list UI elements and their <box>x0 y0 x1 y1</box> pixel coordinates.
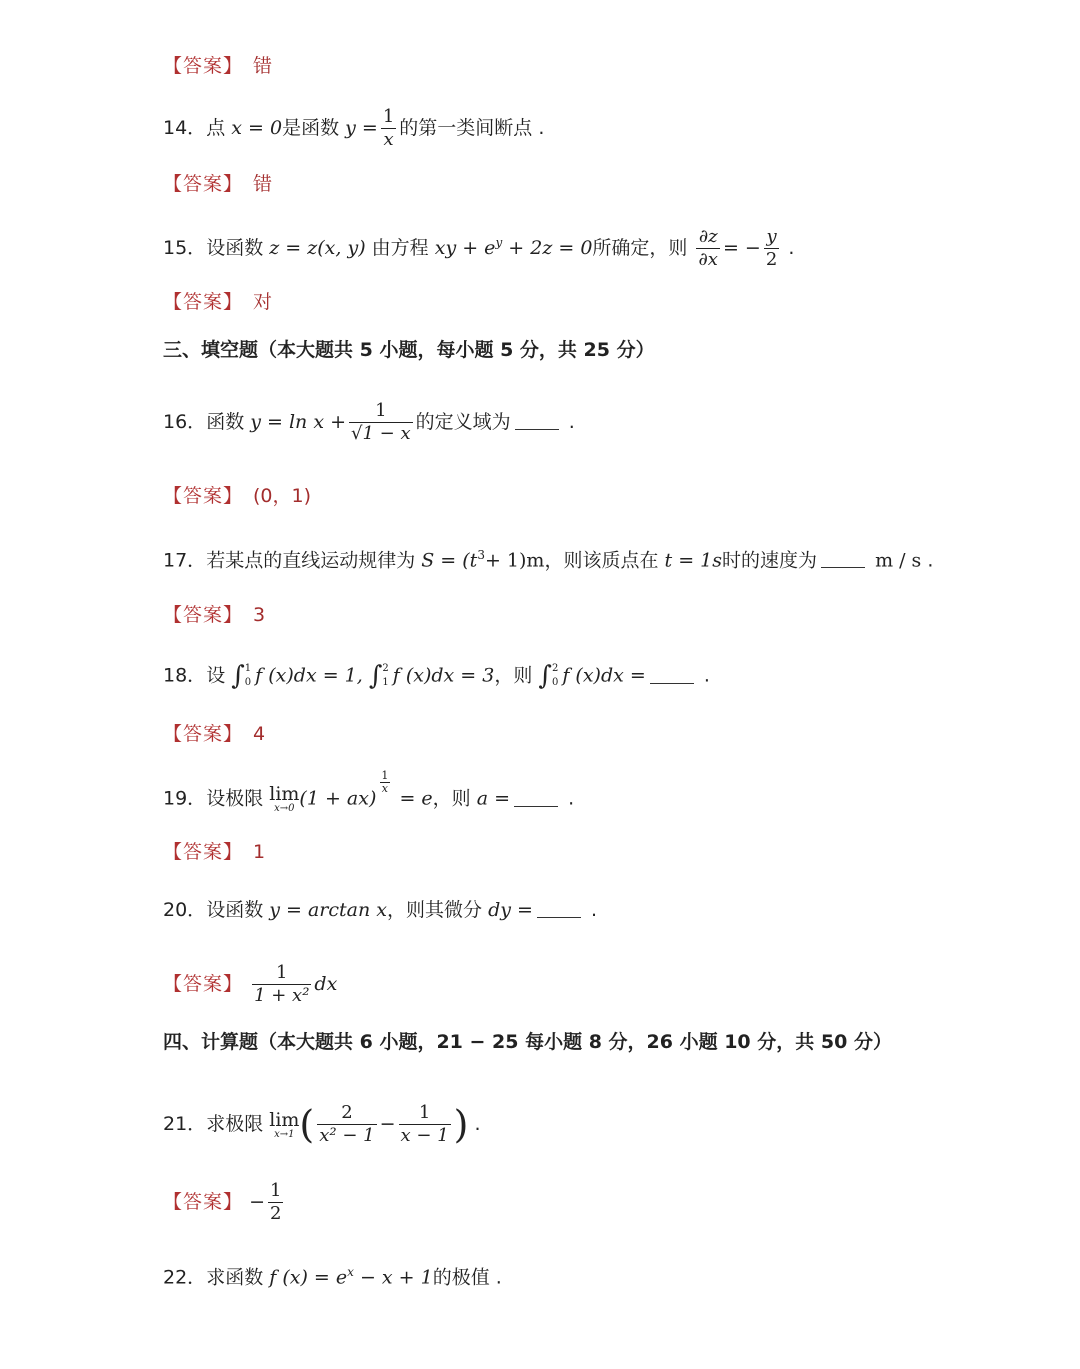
answer-tag: 【答案】 <box>163 173 244 195</box>
question-number: 16． <box>163 411 207 433</box>
math-expr: f (x)dx = 1, <box>255 664 363 687</box>
answer-tag: 【答案】 <box>163 604 244 626</box>
denominator: ∂x <box>698 249 718 270</box>
question-number: 20． <box>163 899 207 921</box>
unit: m / s <box>875 549 922 572</box>
numerator: 1 <box>418 1102 431 1123</box>
answer-value: 3 <box>253 604 266 626</box>
limit-text: lim <box>269 783 300 805</box>
period: . <box>927 549 934 572</box>
integral-limits <box>552 662 558 690</box>
integral-limits <box>245 662 251 690</box>
question-number: 21． <box>163 1113 207 1135</box>
answer-value: (0，1) <box>253 485 312 507</box>
fraction <box>349 400 413 445</box>
numerator: 1 <box>375 400 387 421</box>
question-text: 求函数 <box>206 1266 264 1289</box>
numerator: 1 <box>269 1180 282 1201</box>
math-expr: = e <box>399 787 433 810</box>
period: . <box>568 787 575 810</box>
answer-blank[interactable] <box>821 553 865 568</box>
math-expr: f (x) = e <box>269 1266 348 1289</box>
denominator: x² − 1 <box>319 1125 375 1146</box>
limit-text: lim <box>269 1108 300 1131</box>
answer-value: 错 <box>253 55 273 77</box>
question-text: 是函数 <box>282 117 340 139</box>
fraction <box>696 226 719 271</box>
answer-value: 错 <box>253 173 273 195</box>
question-number: 15． <box>163 237 207 259</box>
question-number: 14． <box>163 117 207 139</box>
question-text: ，则 <box>432 787 471 810</box>
period: . <box>474 1113 481 1135</box>
math-expr: + 2z = 0 <box>508 237 593 259</box>
question-text: 的第一类间断点 <box>399 117 533 139</box>
question-text: 时的速度为 <box>722 549 818 572</box>
answer-tag: 【答案】 <box>163 485 244 507</box>
answer-blank[interactable] <box>537 903 581 918</box>
math-expr: dy = <box>488 899 533 921</box>
question-text: ，则该质点在 <box>544 549 659 572</box>
fraction <box>399 1102 451 1147</box>
right-paren: ) <box>453 1102 469 1147</box>
math-expr: f (x)dx = <box>562 664 646 687</box>
answer-value: 对 <box>253 291 273 313</box>
answer-17 <box>163 603 265 627</box>
question-text: 设函数 <box>206 899 264 921</box>
limit-subscript: x→1 <box>274 1128 295 1140</box>
period: . <box>495 1266 502 1289</box>
upper-limit: 2 <box>382 663 389 674</box>
superscript: 3 <box>477 548 485 562</box>
period: . <box>590 899 598 921</box>
math-expr: a = <box>476 787 511 810</box>
answer-value: 4 <box>253 723 266 745</box>
denominator: x <box>383 129 394 150</box>
question-text: 的极值 <box>432 1266 490 1289</box>
math-expr: y = arctan x <box>269 899 387 921</box>
upper-limit: 2 <box>551 663 559 674</box>
question-17 <box>163 543 933 572</box>
question-number: 19． <box>163 787 207 810</box>
denominator: x − 1 <box>400 1125 449 1146</box>
fraction <box>317 1102 376 1147</box>
question-text: 所确定，则 <box>592 237 688 259</box>
math-expr: xy + e <box>434 237 496 259</box>
question-text: 求极限 <box>206 1113 264 1135</box>
answer-tag: 【答案】 <box>163 1191 244 1213</box>
period: . <box>703 664 710 687</box>
question-number: 18． <box>163 664 207 687</box>
math-expr: dx <box>314 973 338 995</box>
answer-21 <box>163 1180 286 1225</box>
question-text: ，则 <box>494 664 533 687</box>
lower-limit: 0 <box>244 677 252 688</box>
question-19 <box>163 769 575 814</box>
answer-19 <box>163 840 265 864</box>
math-expr: = − <box>722 237 761 259</box>
question-text: 若某点的直线运动规律为 <box>206 549 416 572</box>
question-text: 设函数 <box>206 237 264 259</box>
question-text: 点 <box>206 117 226 139</box>
denominator: 1 + x² <box>254 985 310 1006</box>
math-expr: f (x)dx = 3 <box>392 664 495 687</box>
integral-sign: ∫ <box>538 661 552 691</box>
answer-blank[interactable] <box>514 792 558 807</box>
answer-16 <box>163 484 311 508</box>
numerator: ∂z <box>698 226 718 247</box>
answer-15 <box>163 290 272 314</box>
superscript: x <box>347 1265 354 1279</box>
question-21 <box>163 1102 481 1147</box>
question-text: 由方程 <box>371 237 429 259</box>
period: . <box>538 117 545 139</box>
answer-18 <box>163 722 265 746</box>
period: . <box>788 237 795 259</box>
question-text: 设 <box>206 664 226 687</box>
integral-sign: ∫ <box>368 661 383 691</box>
fraction <box>764 226 779 271</box>
question-text: 的定义域为 <box>415 411 511 433</box>
numerator: 1 <box>381 769 389 782</box>
math-expr: y = <box>345 117 378 139</box>
question-15 <box>163 226 794 271</box>
math-expr: x = 0 <box>231 117 283 139</box>
minus-sign: − <box>379 1113 396 1135</box>
limit-operator <box>269 784 299 814</box>
left-paren: ( <box>299 1102 315 1147</box>
math-expr: − x + 1 <box>359 1266 433 1289</box>
answer-tag: 【答案】 <box>163 841 244 863</box>
lower-limit: 0 <box>551 677 559 688</box>
question-18 <box>163 662 710 690</box>
question-22 <box>163 1260 502 1289</box>
answer-value: 1 <box>253 841 266 863</box>
math-expr: t = 1s <box>664 549 722 572</box>
question-16 <box>163 400 575 445</box>
answer-tag: 【答案】 <box>163 55 244 77</box>
math-expr: + 1)m <box>484 549 545 572</box>
question-14 <box>163 106 544 151</box>
numerator: 1 <box>276 962 288 983</box>
lower-limit: 1 <box>382 677 389 688</box>
answer-tag: 【答案】 <box>163 291 244 313</box>
section-heading-fill-blank: 三、填空题（本大题共 5 小题，每小题 5 分，共 25 分） <box>163 339 655 361</box>
upper-limit: 1 <box>244 663 252 674</box>
limit-operator <box>269 1110 299 1140</box>
math-expr: S = (t <box>421 549 478 572</box>
denominator: x <box>381 782 388 795</box>
answer-tag: 【答案】 <box>163 973 244 995</box>
question-text: 函数 <box>206 411 245 433</box>
denominator: 2 <box>765 249 778 270</box>
question-20 <box>163 898 597 922</box>
question-number: 22． <box>163 1266 207 1289</box>
integral-limits <box>382 662 388 690</box>
denominator: 2 <box>269 1203 282 1224</box>
question-number: 17． <box>163 549 207 572</box>
numerator: 2 <box>341 1102 353 1123</box>
math-expr: y = ln x + <box>250 411 347 433</box>
answer-14 <box>163 172 272 196</box>
math-expr: (1 + ax) <box>299 787 377 810</box>
superscript: y <box>495 235 503 250</box>
answer-fraction <box>252 962 311 1007</box>
math-expr: z = z(x, y) <box>269 237 366 259</box>
answer-fraction <box>268 1180 283 1225</box>
answer-20 <box>163 962 337 1007</box>
fraction <box>381 106 396 151</box>
answer-13 <box>163 54 272 78</box>
answer-blank[interactable] <box>515 415 559 430</box>
denominator: √1 − x <box>351 423 411 444</box>
exponent-fraction <box>379 770 390 795</box>
numerator: y <box>766 226 777 247</box>
question-text: 设极限 <box>206 787 264 810</box>
answer-blank[interactable] <box>650 669 694 684</box>
section-heading-calculation: 四、计算题（本大题共 6 小题，21 − 25 每小题 8 分，26 小题 10 分，共 50 分） <box>163 1031 892 1053</box>
question-text: ，则其微分 <box>387 899 483 921</box>
period: . <box>568 411 575 433</box>
numerator: 1 <box>382 106 395 127</box>
minus-sign: − <box>249 1191 265 1213</box>
answer-tag: 【答案】 <box>163 723 244 745</box>
limit-subscript: x→0 <box>274 803 295 814</box>
integral-sign: ∫ <box>231 661 245 691</box>
